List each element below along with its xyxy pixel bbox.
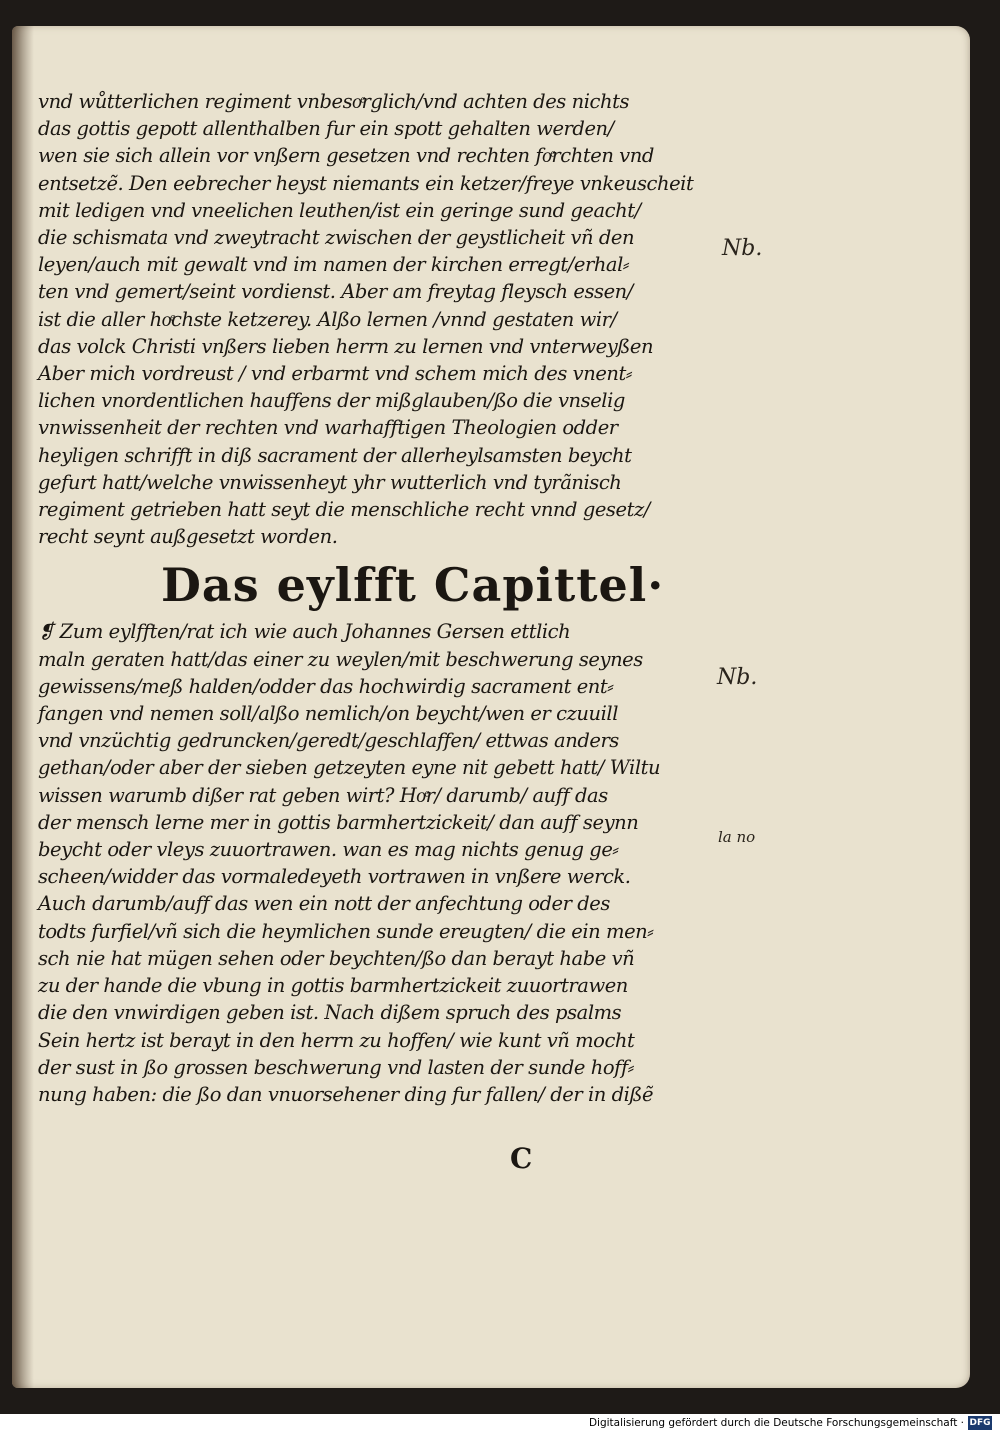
text-line: gefurt hatt/welche vnwissenheyt yhr wutterlich vnd tyrãnisch: [38, 470, 622, 494]
margin-note: la no: [718, 828, 756, 846]
text-line: entsetzẽ. Den eebrecher heyst niemants ein ketzer/freye vnkeuscheit: [38, 171, 694, 195]
text-line: die schismata vnd zweytracht zwischen der geystlicheit vñ den: [38, 226, 635, 250]
text-line: sch nie hat mügen sehen oder beychten/ßo dan berayt habe vñ: [38, 946, 635, 970]
text-line: vnd wůtterlichen regiment vnbesoͤrglich/vnd achten des nichts: [38, 90, 630, 113]
text-line: der sust in ßo grossen beschwerung vnd lasten der sunde hoff⸗: [38, 1055, 634, 1079]
text-line: wen sie sich allein vor vnßern gesetzen vnd rechten foͤrchten vnd: [38, 144, 654, 168]
text-line: lichen vnordentlichen hauffens der mißglauben/ßo die vnselig: [38, 389, 625, 413]
text-line: Sein hertz ist berayt in den herrn zu hoffen/ wie kunt vñ mocht: [38, 1028, 635, 1052]
dfg-logo: DFG: [969, 1418, 991, 1428]
text-line: Auch darumb/auff das wen ein nott der anfechtung oder des: [38, 892, 610, 916]
text-line: wissen warumb dißer rat geben wirt? Hoͤr/ darumb/ auff das: [38, 783, 608, 807]
text-line: recht seynt außgesetzt worden.: [38, 525, 338, 549]
chapter-heading: Das eylfft Capittel·: [161, 558, 665, 613]
text-line: der mensch lerne mer in gottis barmhertzickeit/ dan auff seynn: [38, 810, 639, 834]
footer-credit: Digitalisierung gefördert durch die Deutsche Forschungsgemeinschaft ·: [588, 1417, 964, 1429]
text-line: nung haben: die ßo dan vnuorsehener ding fur fallen/ der in dißẽ: [38, 1082, 654, 1106]
text-line: heyligen schrifft in diß sacrament der allerheylsamsten beycht: [38, 443, 632, 467]
text-line: vnd vnzüchtig gedruncken/geredt/geschlaffen/ ettwas anders: [38, 729, 619, 753]
text-line: vnwissenheit der rechten vnd warhafftigen Theologien odder: [38, 416, 618, 440]
text-line: ten vnd gemert/seint vordienst. Aber am freytag fleysch essen/: [38, 280, 633, 304]
margin-note: Nb.: [717, 665, 758, 690]
text-line: mit ledigen vnd vneelichen leuthen/ist ein geringe sund geacht/: [38, 198, 641, 222]
text-line: beycht oder vleys zuuortrawen. wan es mag nichts genug ge⸗: [38, 838, 619, 862]
text-line: maln geraten hatt/das einer zu weylen/mit beschwerung seynes: [38, 647, 643, 671]
text-line: fangen vnd nemen soll/alßo nemlich/on beycht/wen er czuuill: [38, 702, 618, 726]
text-line: das gottis gepott allenthalben fur ein spott gehalten werden/: [38, 117, 614, 141]
page-text: [38, 88, 728, 1108]
page-gutter-shadow: [12, 26, 34, 1388]
margin-note: Nb.: [722, 236, 763, 261]
text-line: ist die aller hoͤchste ketzerey. Alßo lernen /vnnd gestaten wir/: [38, 307, 617, 331]
text-line: leyen/auch mit gewalt vnd im namen der kirchen erregt/erhal⸗: [38, 253, 629, 277]
footer-bar: [0, 1414, 1000, 1434]
text-line: zu der hande die vbung in gottis barmhertzickeit zuuortrawen: [38, 974, 628, 998]
text-line: scheen/widder das vormaledeyeth vortrawen in vnßere werck.: [38, 865, 631, 889]
text-line: gewissens/meß halden/odder das hochwirdig sacrament ent⸗: [38, 674, 614, 698]
text-line: regiment getrieben hatt seyt die menschliche recht vnnd gesetz/: [38, 498, 650, 522]
text-line: todts furfiel/vñ sich die heymlichen sunde ereugten/ die ein men⸗: [38, 919, 654, 943]
text-line: die den vnwirdigen geben ist. Nach dißem spruch des psalms: [38, 1001, 622, 1025]
text-line: gethan/oder aber der sieben getzeyten eyne nit gebett hatt/ Wiltu: [38, 756, 661, 780]
text-line: Aber mich vordreust / vnd erbarmt vnd schem mich des vnent⸗: [38, 362, 632, 386]
signature-mark: C: [510, 1142, 533, 1175]
text-line: ❡ Zum eylfften/rat ich wie auch Johannes Gersen ettlich: [38, 620, 571, 644]
text-line: das volck Christi vnßers lieben herrn zu lernen vnd vnterweyßen: [38, 334, 654, 358]
